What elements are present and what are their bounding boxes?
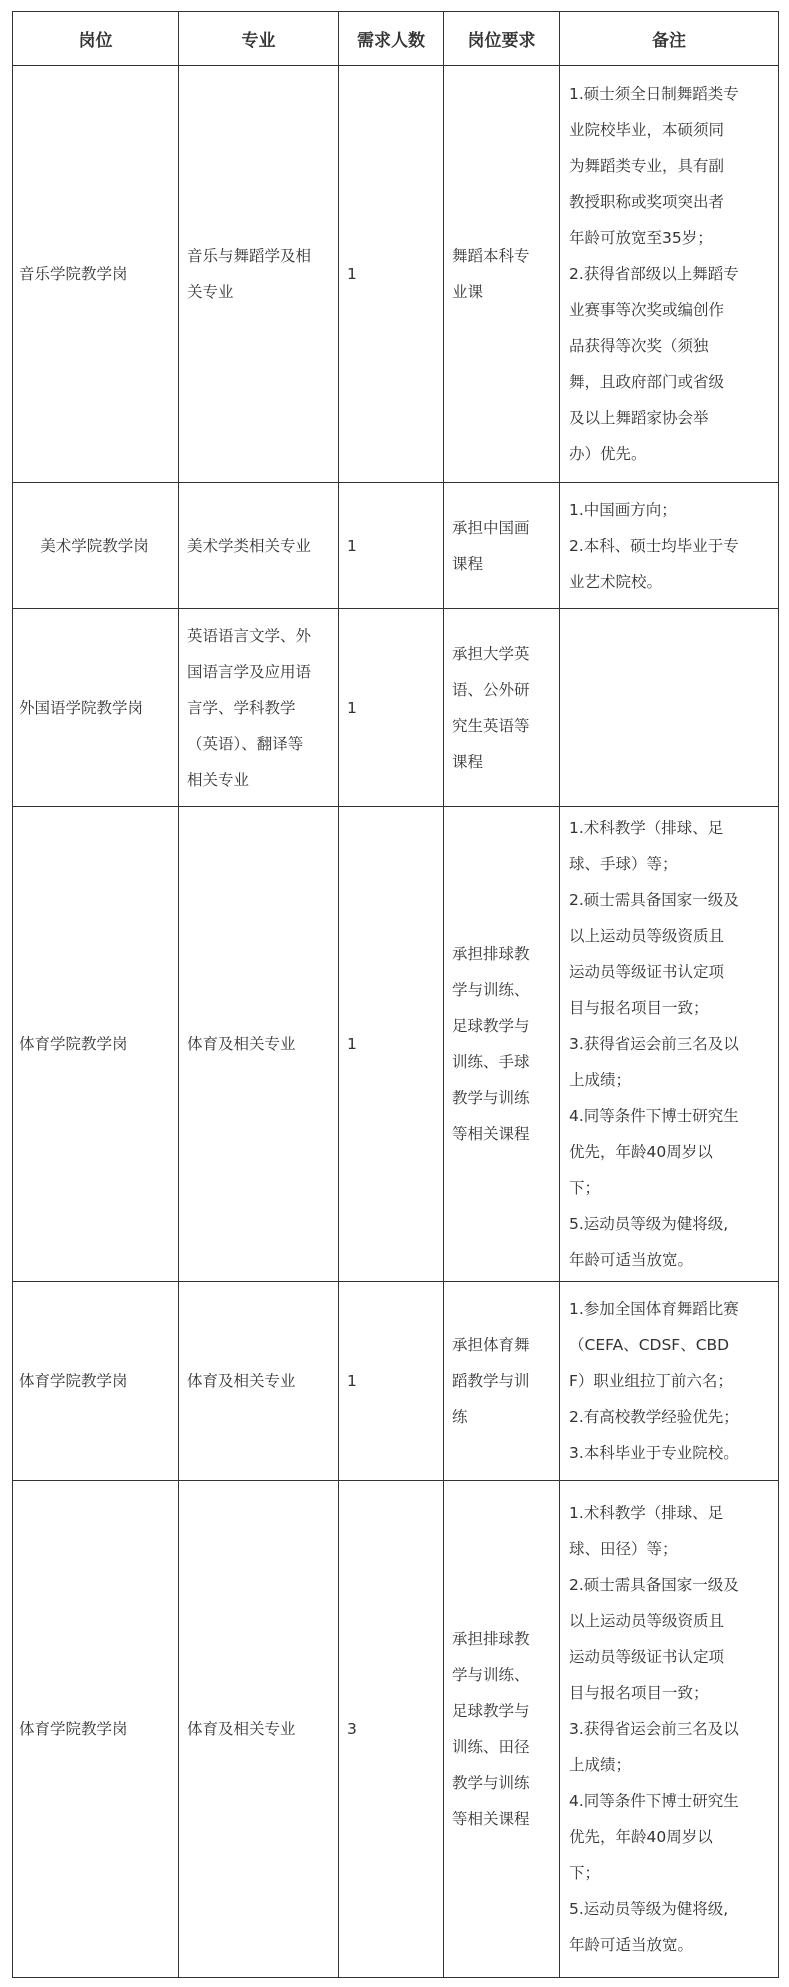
cell-note-line: 舞，且政府部门或省级 [569,373,725,391]
cell-count-text: 1 [347,698,357,717]
cell-note-line: 优先，年龄40周岁以 [569,1143,713,1161]
cell-note-line: 教授职称或奖项突出者 [569,193,725,211]
cell-note-line: （CEFA、CDSF、CBD [569,1336,730,1354]
cell-count-text: 3 [347,1720,357,1738]
cell-requirement-line: 业课 [452,283,484,301]
cell-requirement-line: 足球教学与 [452,1702,530,1720]
cell-note-line: 上成绩； [569,1071,632,1089]
cell-major-line: 体育及相关专业 [187,1035,296,1053]
cell-requirement-line: 承担排球教 [452,1630,530,1648]
cell-count [339,66,444,483]
cell-post-text: 体育学院教学岗 [19,1372,128,1390]
cell-major-line: 言学、学科教学 [187,698,296,717]
cell-note-line: 5.运动员等级为健将级, [569,1215,729,1233]
cell-note-line: 业院校毕业，本硕须同 [569,121,725,139]
cell-note-line: 优先，年龄40周岁以 [569,1828,713,1846]
cell-major [179,483,339,609]
cell-note-line: 运动员等级证书认定项 [569,1648,725,1666]
cell-major [179,1282,339,1481]
cell-major [179,609,339,807]
table-row [13,609,779,807]
cell-requirement-line: 语、公外研 [452,680,530,699]
cell-count-text: 1 [347,1035,357,1053]
cell-note-line: 年龄可放宽至35岁； [569,229,713,247]
cell-requirement-line: 等相关课程 [452,1810,530,1828]
cell-major-line: 美术学类相关专业 [187,536,312,555]
cell-count [339,807,444,1282]
cell-count [339,483,444,609]
cell-note-line: 1.术科教学（排球、足 [569,1504,724,1522]
cell-count [339,609,444,807]
cell-note-line: 以上运动员等级资质且 [569,927,725,945]
cell-post-text: 体育学院教学岗 [19,1720,128,1738]
cell-post [13,66,179,483]
cell-note-line: 下； [569,1179,601,1197]
cell-requirement [444,1282,560,1481]
cell-note [560,66,779,483]
table-row [13,1481,779,1978]
cell-note-line: 1.参加全国体育舞蹈比赛 [569,1300,739,1318]
cell-count-text: 1 [347,1372,357,1390]
table-row [13,66,779,483]
header-post: 岗位 [13,12,179,66]
table-row [13,1282,779,1481]
cell-note-line: 业艺术院校。 [569,572,663,591]
cell-note-line: 为舞蹈类专业，具有副 [569,157,725,175]
header-count: 需求人数 [339,12,444,66]
cell-requirement-line: 学与训练、 [452,1666,530,1684]
cell-requirement-line: 训练、田径 [452,1738,530,1756]
cell-note-line: 2.获得省部级以上舞蹈专 [569,265,739,283]
cell-major [179,807,339,1282]
recruitment-table [12,11,779,1978]
header-major: 专业 [179,12,339,66]
table-header-row [13,12,779,66]
cell-requirement [444,1481,560,1978]
table-row [13,483,779,609]
cell-note [560,1282,779,1481]
table-row [13,807,779,1282]
cell-requirement-line: 练 [452,1408,468,1426]
cell-requirement-line: 承担体育舞 [452,1336,530,1354]
cell-requirement-line: 蹈教学与训 [452,1372,530,1390]
cell-note-line: 目与报名项目一致； [569,999,709,1017]
cell-note-line: 品获得等次奖（须独 [569,337,709,355]
cell-major-line: 体育及相关专业 [187,1372,296,1390]
cell-requirement [444,609,560,807]
cell-note-line: 球、田径）等； [569,1540,678,1558]
cell-requirement-line: 学与训练、 [452,981,530,999]
cell-requirement [444,483,560,609]
cell-count [339,1481,444,1978]
cell-post [13,1481,179,1978]
cell-note-line: 及以上舞蹈家协会举 [569,409,709,427]
cell-post-text: 体育学院教学岗 [19,1035,128,1053]
cell-requirement-line: 课程 [452,752,484,771]
cell-requirement-line: 究生英语等 [452,716,530,735]
cell-note-line: 上成绩； [569,1756,632,1774]
cell-count-text: 1 [347,536,357,555]
cell-count-text: 1 [347,265,357,283]
cell-note-line: 年龄可适当放宽。 [569,1936,694,1954]
cell-requirement [444,807,560,1282]
cell-post-text: 美术学院教学岗 [40,536,149,555]
cell-requirement-line: 课程 [452,554,484,573]
cell-requirement-line: 舞蹈本科专 [452,247,530,265]
cell-note-line: 1.硕士须全日制舞蹈类专 [569,85,739,103]
table-body [13,66,779,1978]
cell-note [560,609,779,807]
cell-note-line: 目与报名项目一致； [569,1684,709,1702]
cell-note-line: 3.本科毕业于专业院校。 [569,1444,739,1462]
cell-major-line: 体育及相关专业 [187,1720,296,1738]
cell-note [560,1481,779,1978]
cell-note [560,807,779,1282]
cell-requirement-line: 承担中国画 [452,518,530,537]
cell-note [560,483,779,609]
cell-note-line: 3.获得省运会前三名及以 [569,1035,739,1053]
cell-post-text: 外国语学院教学岗 [19,698,144,717]
cell-requirement [444,66,560,483]
cell-note-line: 1.术科教学（排球、足 [569,819,724,837]
cell-requirement-line: 承担排球教 [452,945,530,963]
cell-requirement-line: 教学与训练 [452,1774,530,1792]
cell-note-line: 办）优先。 [569,445,647,463]
cell-note-line: 以上运动员等级资质且 [569,1612,725,1630]
cell-post [13,483,179,609]
cell-post [13,1282,179,1481]
cell-note-line: 4.同等条件下博士研究生 [569,1792,739,1810]
cell-note-line: 2.本科、硕士均毕业于专 [569,536,739,555]
header-note: 备注 [560,12,779,66]
cell-requirement-line: 教学与训练 [452,1089,530,1107]
cell-requirement-line: 等相关课程 [452,1125,530,1143]
cell-requirement-line: 承担大学英 [452,644,530,663]
header-requirement: 岗位要求 [444,12,560,66]
cell-major-line: 关专业 [187,283,234,301]
cell-note-line: 业赛事等次奖或编创作 [569,301,725,319]
cell-major-line: 相关专业 [187,770,250,789]
cell-post [13,807,179,1282]
cell-requirement-line: 足球教学与 [452,1017,530,1035]
cell-major-line: 国语言学及应用语 [187,662,312,681]
cell-major-line: 音乐与舞蹈学及相 [187,247,312,265]
cell-note-line: 1.中国画方向； [569,500,677,519]
cell-note-line: 2.硕士需具备国家一级及 [569,891,739,909]
cell-note-line: 球、手球）等； [569,855,678,873]
cell-note-line: 运动员等级证书认定项 [569,963,725,981]
cell-major [179,66,339,483]
cell-major-line: 英语语言文学、外 [187,626,312,645]
cell-post-text: 音乐学院教学岗 [19,265,128,283]
cell-note-line: 5.运动员等级为健将级, [569,1900,729,1918]
cell-count [339,1282,444,1481]
cell-note-line: 2.硕士需具备国家一级及 [569,1576,739,1594]
cell-note-line: 4.同等条件下博士研究生 [569,1107,739,1125]
cell-major-line: （英语）、翻译等 [187,734,304,753]
cell-note-line: 3.获得省运会前三名及以 [569,1720,739,1738]
cell-post [13,609,179,807]
cell-note-line: F）职业组拉丁前六名； [569,1372,733,1390]
cell-requirement-line: 训练、手球 [452,1053,530,1071]
cell-note-line: 年龄可适当放宽。 [569,1251,694,1269]
cell-note-line: 下； [569,1864,601,1882]
cell-major [179,1481,339,1978]
cell-note-line: 2.有高校教学经验优先； [569,1408,739,1426]
